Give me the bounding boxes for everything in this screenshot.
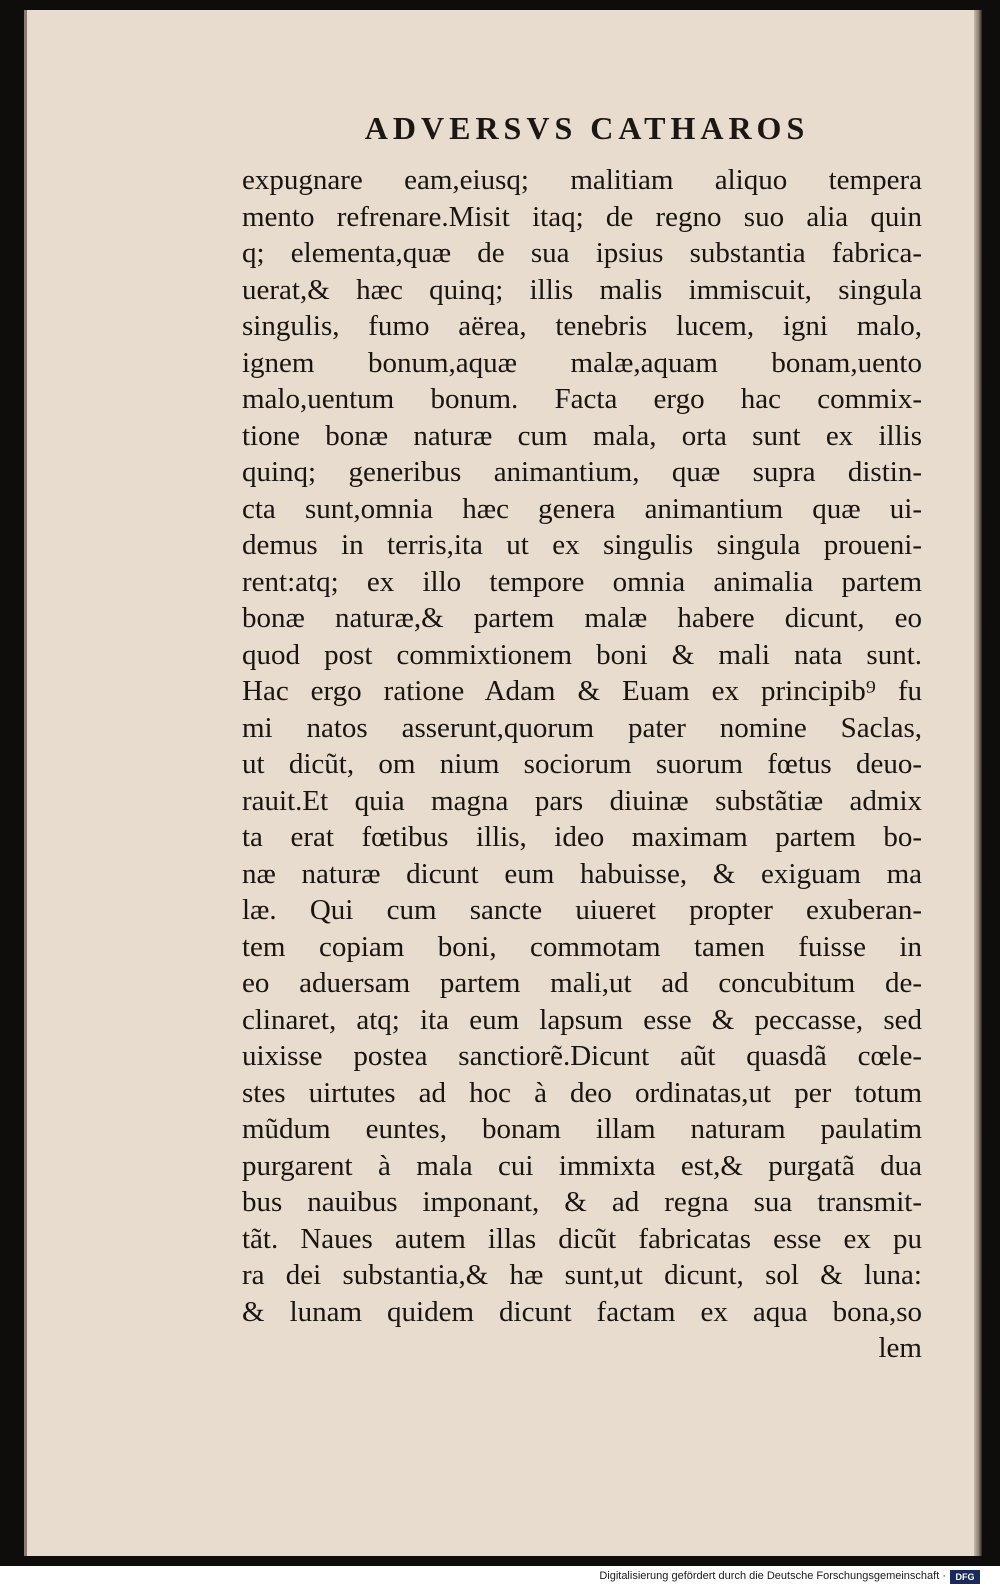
text-line: quinq; generibus animantium, quæ supra distin- [242,456,922,488]
text-line: mũdum euntes, bonam illam naturam paulatim [242,1113,922,1145]
text-line: purgarent à mala cui immixta est,& purgatã dua [242,1149,922,1182]
text-line: læ. Qui cum sancte uiueret propter exuberan- [242,894,922,926]
text-line: demus in terris,ita ut ex singulis singula proueni- [242,529,922,561]
text-line: mento refrenare.Misit itaq; de regno suo alia quin [242,200,922,233]
text-line: malo,uentum bonum. Facta ergo hac commix- [242,383,922,415]
text-line: ta erat fœtibus illis, ideo maximam partem bo- [242,821,922,853]
text-line: bonæ naturæ,& partem malæ habere dicunt, eo [242,602,922,634]
text-line: bus nauibus imponant, & ad regna sua transmit- [242,1186,922,1218]
footer-bar [0,1566,1000,1590]
running-head: ADVERSVS CATHAROS [364,110,810,146]
catchword: lem [878,1332,922,1364]
text-line: ra dei substantia,& hæ sunt,ut dicunt, sol & luna: [242,1259,922,1291]
text-line: tãt. Naues autem illas dicũt fabricatas esse ex pu [242,1222,922,1255]
text-line: mi natos asserunt,quorum pater nomine Saclas, [242,711,922,744]
dfg-logo: DFG [950,1570,980,1584]
text-line: tione bonæ naturæ cum mala, orta sunt ex illis [242,419,922,452]
text-block [242,162,922,1367]
page-fore-edge [974,10,982,1556]
text-line: quod post commixtionem boni & mali nata sunt. [242,638,922,671]
text-line: cta sunt,omnia hæc genera animantium quæ ui- [242,492,922,525]
text-line: rent:atq; ex illo tempore omnia animalia partem [242,565,922,598]
text-line: tem copiam boni, commotam tamen fuisse in [242,930,922,963]
text-line: Hac ergo ratione Adam & Euam ex principib⁹ fu [242,675,922,707]
book-page [24,10,977,1556]
text-line: uerat,& hæc quinq; illis malis immiscuit, singula [242,273,922,306]
text-line: expugnare eam,eiusq; malitiam aliquo tempera [242,164,922,196]
text-line: stes uirtutes ad hoc à deo ordinatas,ut per totum [242,1076,922,1109]
text-line: rauit.Et quia magna pars diuinæ substãtiæ admix [242,784,922,817]
text-line: uixisse postea sanctiorẽ.Dicunt aũt quasdã cœle- [242,1040,922,1072]
text-line: eo aduersam partem mali,ut ad concubitum de- [242,967,922,999]
text-line: singulis, fumo aërea, tenebris lucem, igni malo, [242,310,922,342]
text-line: ignem bonum,aquæ malæ,aquam bonam,uento [242,346,922,379]
text-line: & lunam quidem dicunt factam ex aqua bona,so [242,1295,922,1328]
text-line: q; elementa,quæ de sua ipsius substantia fabrica- [242,237,922,269]
text-line: næ naturæ dicunt eum habuisse, & exiguam ma [242,857,922,890]
footer-credit: Digitalisierung gefördert durch die Deutsche Forschungsgemeinschaft · [599,1570,946,1582]
text-line: clinaret, atq; ita eum lapsum esse & peccasse, sed [242,1003,922,1036]
text-line: ut dicũt, om nium sociorum suorum fœtus deuo- [242,748,922,780]
